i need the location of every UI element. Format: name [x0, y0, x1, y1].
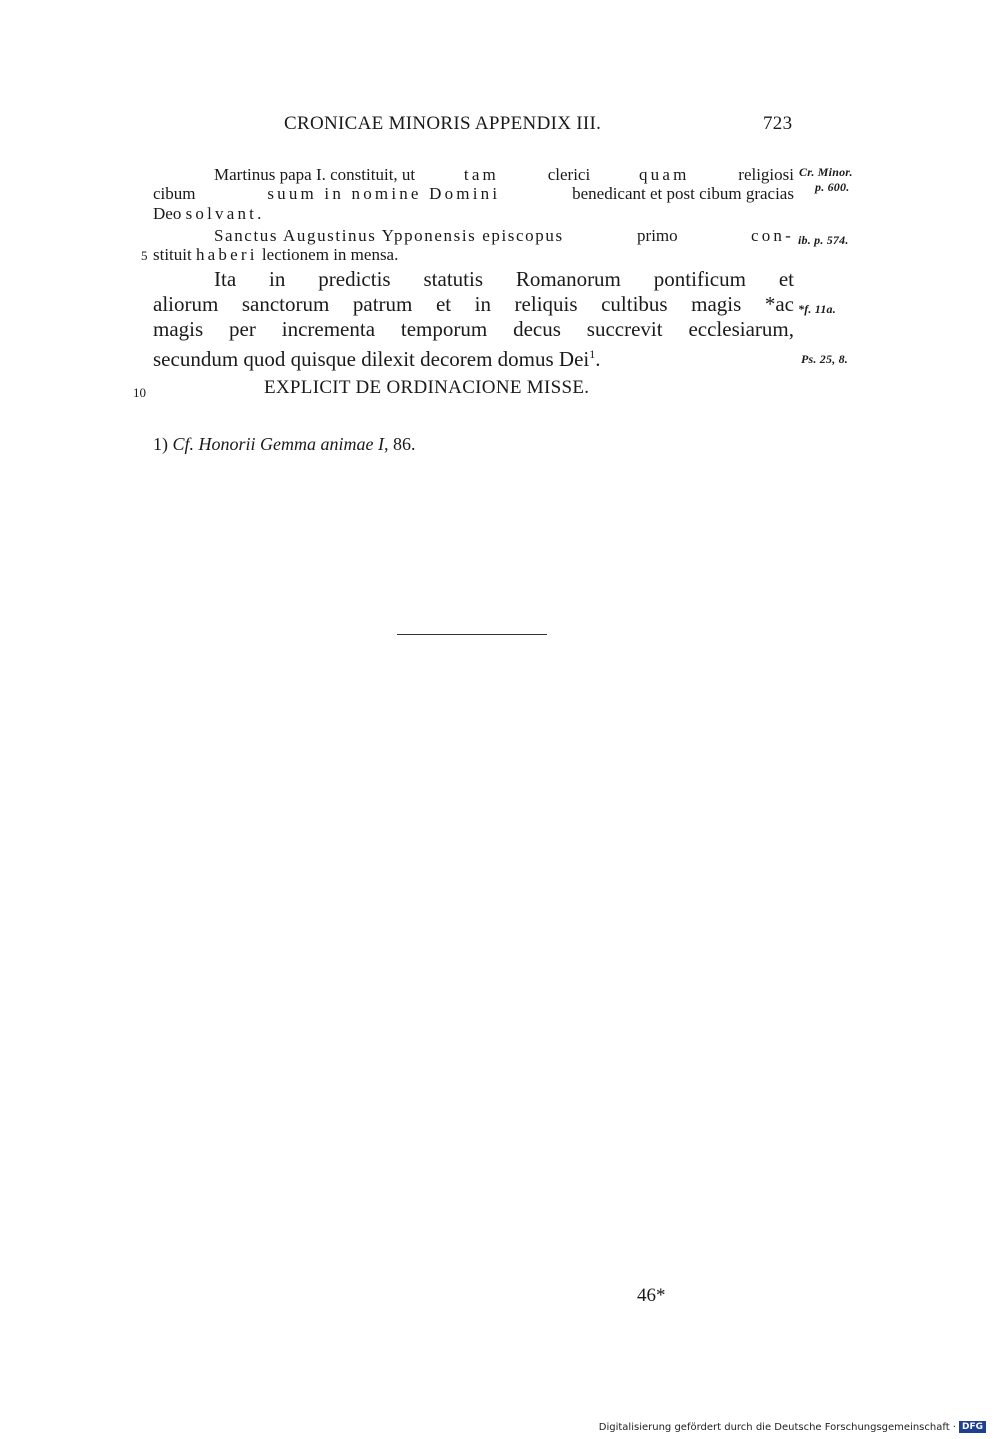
text-span: Deo [153, 204, 182, 223]
digitization-credit [599, 1421, 986, 1433]
margin-note-psalm: Ps. 25, 8. [801, 352, 848, 366]
text-line-1 [214, 166, 794, 183]
closing-rule [397, 634, 547, 635]
text-line-4 [214, 227, 794, 244]
explicit-heading: EXPLICIT DE ORDINACIONE MISSE. [264, 377, 590, 398]
text-span: stituit [153, 245, 192, 264]
spaced-text: Sanctus Augustinus Ypponensis episcopus [214, 226, 564, 245]
dfg-logo-icon: DFG [959, 1421, 986, 1433]
text-span: Martinus papa I. constituit, ut [214, 165, 416, 184]
footnote-marker: 1) [153, 434, 168, 454]
text-span: benedicant et post cibum gracias [572, 184, 794, 203]
margin-note-page [815, 180, 849, 195]
text-line-6: Ita in predictis statutis Romanorum pontificum et [214, 267, 794, 291]
spaced-text: quam [638, 165, 690, 184]
footnote-citation: Cf. Honorii Gemma animae I, [172, 434, 389, 454]
text-line-9 [153, 343, 601, 371]
text-line-8: magis per incrementa temporum decus succrevit ecclesiarum, [153, 317, 794, 341]
line-number-10: 10 [133, 385, 146, 400]
text-span: cibum [153, 184, 196, 203]
spaced-text: haberi [195, 245, 258, 264]
text-line-2 [153, 185, 794, 202]
spaced-text: suum in nomine Domini [267, 184, 501, 203]
margin-note-page-text: p. 600. [815, 180, 850, 194]
text-line-7: aliorum sanctorum patrum et in reliquis cultibus magis *ac [153, 292, 794, 316]
spaced-text: tam [463, 165, 499, 184]
line-number-5: 5 [141, 248, 148, 263]
text-span: lectionem in mensa. [261, 245, 399, 264]
text-line-5 [153, 246, 398, 263]
page-number: 723 [763, 113, 793, 134]
running-title: CRONICAE MINORIS APPENDIX III. [284, 113, 602, 134]
margin-note-cr-minor: Cr. Minor. [799, 165, 853, 179]
text-span: religiosi [738, 165, 794, 184]
text-span: primo [637, 226, 678, 245]
spaced-text: con- [750, 226, 794, 245]
spaced-text: solvant. [185, 204, 265, 223]
footnote-page: 86. [392, 434, 416, 454]
text-span: clerici [547, 165, 591, 184]
margin-note-folio: *f. 11a. [798, 302, 836, 316]
credit-text: Digitalisierung gefördert durch die Deutsche Forschungsgemeinschaft · [598, 1422, 956, 1433]
text-line-3 [153, 205, 265, 222]
footnote-ref: 1 [589, 347, 596, 361]
text-span: . [595, 347, 601, 371]
footnote [153, 434, 415, 455]
margin-note-ib: ib. p. 574. [798, 233, 849, 247]
text-span: secundum quod quisque dilexit decorem domus Dei [153, 347, 590, 371]
signature-mark: 46* [637, 1285, 666, 1306]
